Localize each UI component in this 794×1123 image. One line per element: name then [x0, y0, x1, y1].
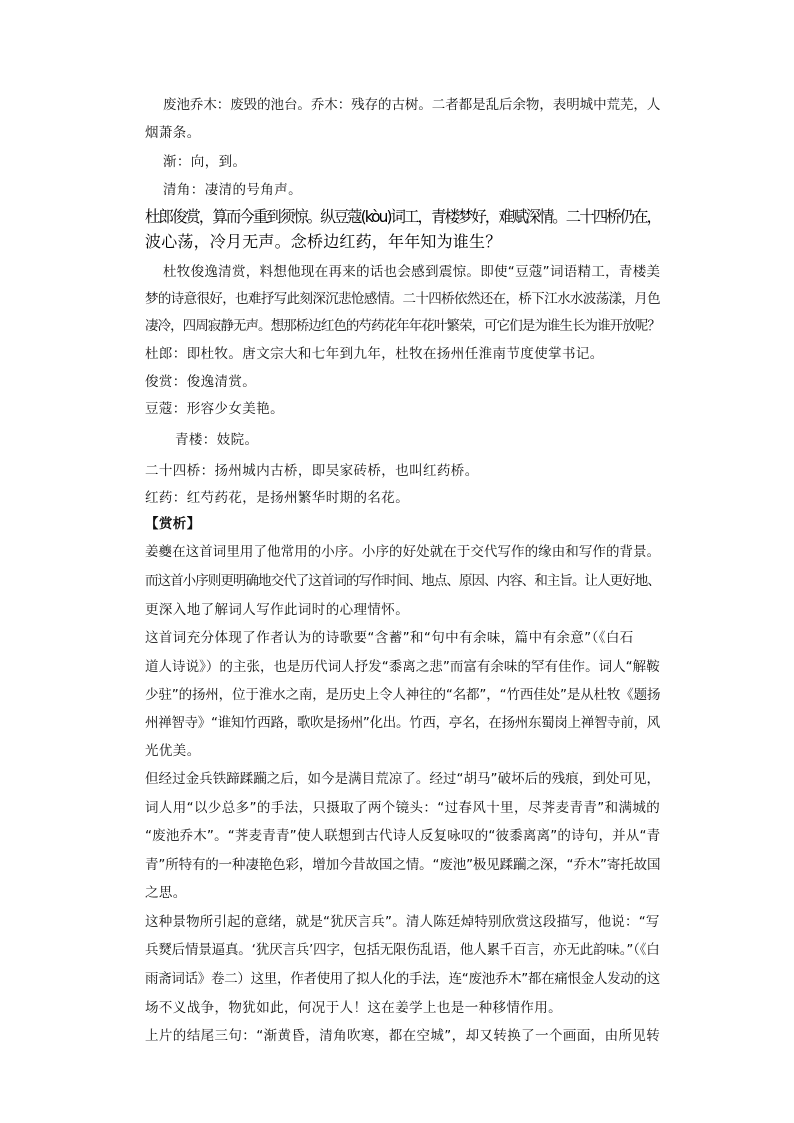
annotation-line: 豆蔻：形容少女美艳。 [145, 401, 284, 417]
annotation-line: 青楼：妓院。 [175, 432, 259, 448]
poem-line: 波心荡，冷月无声。念桥边红药，年年知为谁生？ [145, 232, 502, 251]
analysis-line: 光优美。 [145, 743, 201, 759]
analysis-line: 州禅智寺》“谁知竹西路，歌吹是扬州”化出。竹西，亭名，在扬州东蜀岗上禅智寺前，风 [145, 715, 660, 731]
analysis-line: 兵燹后情景逼真。‘犹厌言兵’四字，包括无限伤乱语，他人累千百言，亦无此韵味。”（《白 [145, 942, 660, 958]
analysis-line: 道人诗说》）的主张，也是历代词人抒发“黍离之悲”而富有余味的罕有佳作。词人“解鞍 [145, 659, 660, 675]
annotation-line: 俊赏：俊逸清赏。 [145, 374, 257, 390]
annotation-line: 烟萧条。 [145, 125, 201, 141]
analysis-line: 上片的结尾三句：“渐黄昏，清角吹寒，都在空城”，却又转换了一个画面，由所见转 [145, 1028, 661, 1044]
analysis-line: “废池乔木”。“荠麦青青”使人联想到古代诗人反复咏叹的“彼黍离离”的诗句，并从“青 [145, 828, 661, 844]
analysis-line: 但经过金兵铁蹄蹂躏之后，如今是满目荒凉了。经过“胡马”破坏后的残痕，到处可见， [145, 771, 661, 787]
translation-line: 杜牧俊逸清赏，料想他现在再来的话也会感到震惊。即使“豆蔻”词语精工，青楼美 [163, 264, 661, 280]
analysis-line: 之思。 [145, 885, 187, 901]
annotation-line: 红药：红芍药花，是扬州繁华时期的名花。 [145, 490, 410, 506]
analysis-line: 这种景物所引起的意绪，就是“犹厌言兵”。清人陈廷焯特别欣赏这段描写，他说：“写 [145, 914, 660, 930]
translation-line: 凄冷，四周寂静无声。想那桥边红色的芍药花年年花叶繁荣，可它们是为谁生长为谁开放呢？ [145, 318, 660, 334]
analysis-line: 而这首小序则更明确地交代了这首词的写作时间、地点、原因、内容、和主旨。让人更好地、 [145, 573, 660, 589]
analysis-line: 少驻”的扬州，位于淮水之南，是历史上令人神往的“名都”，“竹西佳处”是从杜牧《题扬 [145, 687, 661, 703]
annotation-line: 二十四桥：扬州城内古桥，即吴家砖桥，也叫红药桥。 [145, 463, 479, 479]
section-heading: 【赏析】 [145, 516, 201, 532]
translation-line: 梦的诗意很好，也难抒写此刻深沉悲怆感情。二十四桥依然还在，桥下江水水波荡漾，月色 [145, 291, 660, 307]
poem-line: 杜郎俊赏，算而今重到须惊。纵豆蔻(kòu)词工，青楼梦好，难赋深情。二十四桥仍在， [145, 207, 661, 226]
analysis-line: 雨斋词话》卷二）这里，作者使用了拟人化的手法，连“废池乔木”都在痛恨金人发动的这 [145, 971, 660, 987]
analysis-line: 姜夔在这首词里用了他常用的小序。小序的好处就在于交代写作的缘由和写作的背景。 [145, 544, 661, 560]
analysis-line: 更深入地了解词人写作此词时的心理情怀。 [145, 602, 410, 618]
analysis-line: 青”所特有的一种凄艳色彩，增加今昔故国之情。“废池”极见蹂躏之深，“乔木”寄托故国 [145, 857, 661, 873]
analysis-line: 词人用“以少总多”的手法，只摄取了两个镜头：“过春风十里，尽荠麦青青”和满城的 [145, 800, 661, 816]
annotation-line: 杜郎：即杜牧。唐文宗大和七年到九年，杜牧在扬州任淮南节度使掌书记。 [145, 346, 604, 362]
annotation-line: 废池乔木：废毁的池台。乔木：残存的古树。二者都是乱后余物，表明城中荒芜，人 [163, 97, 661, 113]
annotation-line: 清角：凄清的号角声。 [163, 182, 302, 198]
annotation-line: 渐：向，到。 [163, 154, 247, 170]
analysis-line: 这首词充分体现了作者认为的诗歌要“含蓄”和“句中有余味，篇中有余意”（《白石 [145, 630, 634, 646]
analysis-line: 场不义战争，物犹如此，何况于人！这在姜学上也是一种移情作用。 [145, 1000, 562, 1016]
